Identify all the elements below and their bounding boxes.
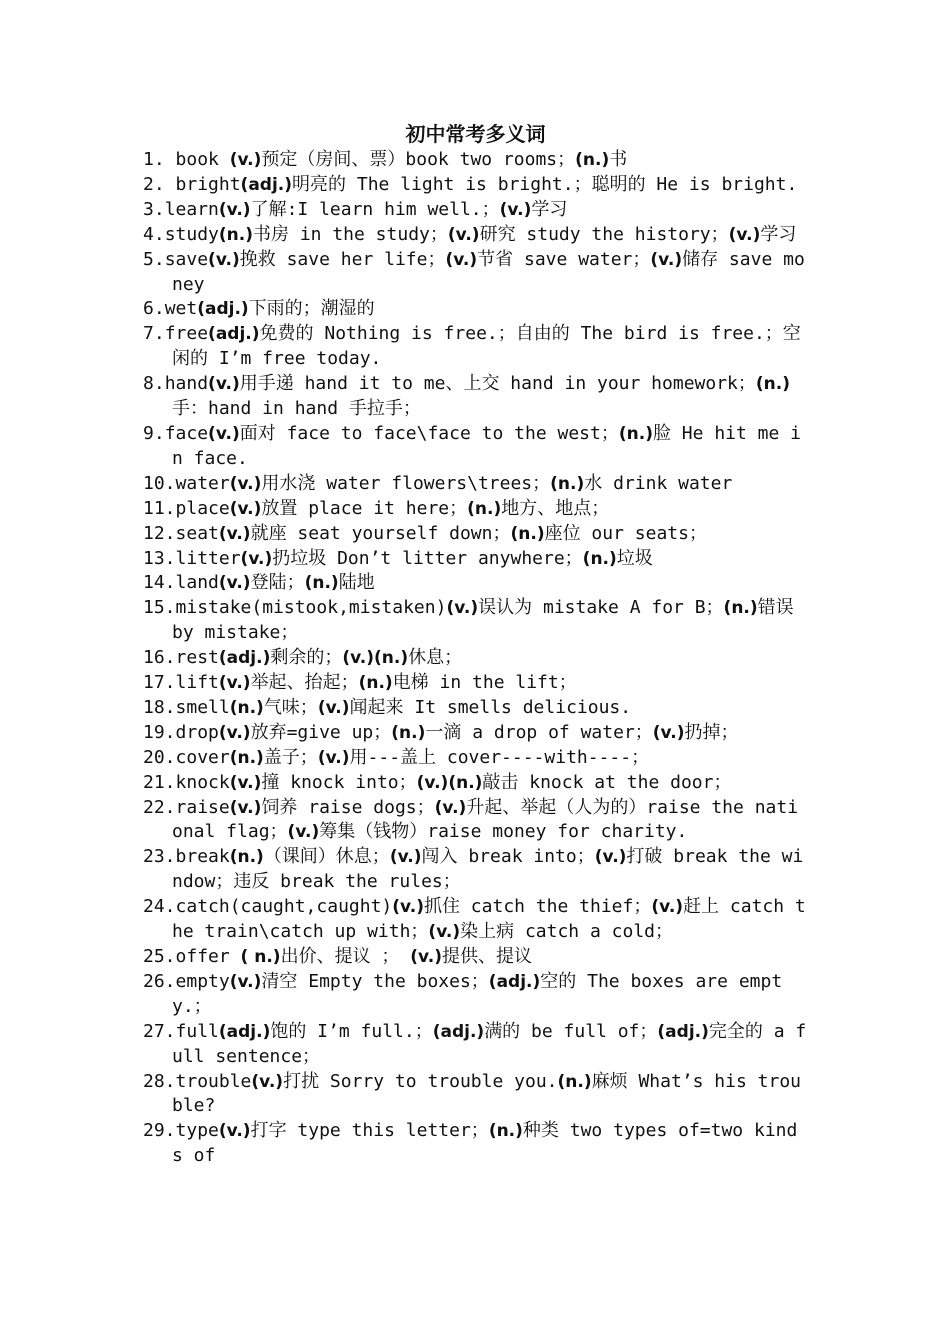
list-item (143, 497, 808, 522)
part-of-speech: (v.) (229, 150, 262, 170)
part-of-speech: (v.) (218, 722, 251, 743)
item-number: 28. (143, 1070, 176, 1092)
list-item (143, 223, 808, 248)
part-of-speech: (v.) (229, 473, 262, 494)
entry-text: offer (175, 946, 241, 967)
entry-text: hand (164, 373, 209, 395)
item-number: 20. (143, 746, 176, 768)
item-number: 13. (143, 547, 176, 569)
item-number: 21. (143, 771, 176, 793)
entry-text: 扔掉； (684, 721, 739, 743)
entry-text: rest (175, 647, 219, 669)
part-of-speech: (n.) (467, 498, 502, 519)
entry-text: water (175, 472, 230, 494)
entry-text: 敲击 knock at the door； (482, 771, 732, 793)
entry-text: 免费的 Nothing is free.；自由的 The bird is free.；空闲的 I’m free today. (172, 323, 801, 370)
entry-text: 赶上 catch the train\catch up with； (172, 896, 806, 943)
list-item (143, 148, 808, 173)
part-of-speech: (v.) (392, 897, 424, 918)
part-of-speech: (v.) (229, 971, 262, 992)
part-of-speech: (v.) (652, 722, 685, 743)
entry-text: 空的 The boxes are empty.； (172, 970, 783, 1017)
entry-text: 打字 type this letter； (250, 1120, 489, 1142)
part-of-speech: (adj.) (218, 648, 271, 669)
part-of-speech: (v.) (317, 697, 350, 718)
entry-text: 举起、抬起； (250, 672, 359, 694)
item-number: 27. (143, 1020, 176, 1042)
item-number: 4. (143, 223, 165, 245)
part-of-speech: (v.) (650, 249, 683, 270)
part-of-speech: (v.) (208, 374, 240, 395)
entry-text: 错误 by mistake； (172, 597, 794, 644)
list-item (143, 696, 808, 721)
entry-text: 剩余的； (270, 647, 343, 669)
entry-text: 书房 in the study； (252, 223, 448, 245)
entry-text: 放弃=give up； (250, 721, 392, 743)
part-of-speech: (v.) (728, 224, 761, 245)
item-number: 26. (143, 970, 176, 992)
list-item (143, 472, 808, 497)
entry-text: 垃圾 (616, 547, 653, 569)
entry-text: seat (175, 522, 219, 544)
entry-text: 陆地 (338, 572, 375, 594)
item-number: 12. (143, 522, 176, 544)
item-number: 5. (143, 248, 165, 270)
part-of-speech: (v.) (218, 1121, 251, 1142)
part-of-speech: (n.) (488, 1121, 523, 1142)
list-item (143, 671, 808, 696)
entry-text: 休息； (408, 647, 463, 669)
list-item (143, 322, 808, 372)
item-number: 9. (143, 422, 165, 444)
item-number: 19. (143, 721, 176, 743)
entry-text: 放置 place it here； (261, 497, 468, 519)
entry-text: break (175, 846, 230, 868)
entry-text: book (164, 149, 230, 170)
item-number: 6. (143, 298, 165, 320)
part-of-speech: (v.) (218, 673, 251, 694)
entry-text: 挽救 save her life； (239, 248, 446, 270)
part-of-speech: (n.) (218, 224, 253, 245)
part-of-speech: (v.) (445, 249, 478, 270)
part-of-speech: ( n.) (240, 947, 281, 967)
part-of-speech: (adj.) (208, 324, 260, 345)
entry-text: 饲养 raise dogs； (261, 796, 435, 818)
list-item (143, 522, 808, 547)
entry-text: 手：hand in hand 手拉手； (172, 398, 421, 420)
item-number: 15. (143, 597, 176, 619)
item-number: 2. (143, 173, 165, 195)
entry-text: land (175, 572, 219, 594)
entry-text: 水 drink water (584, 472, 733, 494)
entry-text: 节省 save water； (477, 248, 651, 270)
item-number: 1. (143, 149, 165, 170)
list-item (143, 746, 808, 771)
part-of-speech: (v.) (240, 548, 273, 569)
entry-text: raise (175, 796, 230, 818)
entry-text: （课间）休息； (263, 846, 390, 868)
entry-text: 用手递 hand it to me、上交 hand in your homework； (239, 373, 756, 395)
entry-text: 研究 study the history； (479, 223, 729, 245)
part-of-speech: (v.) (317, 747, 350, 768)
item-number: 18. (143, 696, 176, 718)
entry-text: 麻烦 What’s his trouble? (172, 1070, 801, 1117)
part-of-speech: (n.) (510, 523, 545, 544)
part-of-speech: (n.) (557, 1071, 592, 1092)
item-number: 23. (143, 846, 176, 868)
part-of-speech: (v.) (208, 249, 240, 270)
part-of-speech: (n.) (755, 374, 790, 395)
part-of-speech: (v.) (208, 423, 240, 444)
entry-text: 清空 Empty the boxes； (261, 970, 489, 992)
entry-text: 下雨的；潮湿的 (248, 298, 375, 320)
entry-text: 了解:I learn him well.； (250, 198, 500, 220)
entry-text: catch(caught,caught) (175, 896, 393, 918)
entry-text: trouble (175, 1070, 252, 1092)
entry-text: 饱的 I’m full.； (270, 1020, 433, 1042)
entry-text: 染上病 catch a cold； (460, 921, 674, 943)
item-number: 24. (143, 896, 176, 918)
list-item (143, 970, 808, 1020)
part-of-speech: (v.) (218, 199, 251, 220)
entry-text: 座位 our seats； (544, 522, 707, 544)
entry-text: 学习 (531, 198, 568, 220)
part-of-speech: (v.) (389, 847, 422, 868)
part-of-speech: (n.) (575, 150, 610, 170)
entry-text: 筹集（钱物）raise money for charity. (319, 821, 688, 843)
list-item (143, 198, 808, 223)
entry-text: litter (175, 547, 241, 569)
entry-text: 一滴 a drop of water； (425, 721, 653, 743)
item-number: 10. (143, 472, 176, 494)
part-of-speech: (adj.) (218, 1021, 271, 1042)
entry-text: 闯入 break into； (421, 846, 595, 868)
list-item (143, 796, 808, 846)
item-number: 7. (143, 323, 165, 345)
part-of-speech: (v.) (218, 573, 251, 594)
entry-text: 升起、举起（人为的）raise the national flag； (172, 796, 799, 843)
document-page (143, 118, 808, 1169)
part-of-speech: (v.) (229, 772, 262, 793)
item-number: 3. (143, 198, 165, 220)
vocabulary-list (143, 148, 808, 1169)
part-of-speech: (v.) (410, 947, 442, 967)
entry-text: full (175, 1020, 219, 1042)
item-number: 8. (143, 373, 165, 395)
list-item (143, 571, 808, 596)
part-of-speech: (n.) (723, 598, 758, 619)
entry-text: 用水浇 water flowers\trees； (261, 472, 551, 494)
part-of-speech: (v.) (229, 498, 262, 519)
entry-text: 脸 He hit me in face. (172, 422, 802, 469)
item-number: 29. (143, 1120, 176, 1142)
entry-text: 面对 face to face\face to the west； (239, 422, 619, 444)
list-item (143, 1020, 808, 1070)
list-item (143, 945, 808, 970)
part-of-speech: (n.) (582, 548, 617, 569)
part-of-speech: (n.) (229, 747, 264, 768)
entry-text: 完全的 a full sentence； (172, 1020, 807, 1067)
list-item (143, 596, 808, 646)
entry-text: 就座 seat yourself down； (250, 522, 511, 544)
part-of-speech: (adj.) (657, 1021, 709, 1042)
item-number: 17. (143, 672, 176, 694)
list-item (143, 721, 808, 746)
entry-text: 盖子； (263, 746, 318, 768)
list-item (143, 297, 808, 322)
part-of-speech: (v.) (434, 797, 467, 818)
part-of-speech: (adj.) (488, 971, 541, 992)
item-number: 22. (143, 796, 176, 818)
part-of-speech: (v.) (251, 1071, 284, 1092)
entry-text: study (164, 223, 219, 245)
entry-text: 气味； (263, 696, 318, 718)
entry-text: 预定（房间、票）book two rooms； (261, 149, 576, 170)
part-of-speech: (adj.) (240, 174, 293, 195)
part-of-speech: (v.) (218, 523, 251, 544)
entry-text: 书 (609, 149, 628, 170)
entry-text: 抓住 catch the thief； (423, 896, 652, 918)
part-of-speech: (n.) (304, 573, 339, 594)
list-item (143, 547, 808, 572)
part-of-speech: (v.) (229, 797, 262, 818)
list-item (143, 1119, 808, 1169)
entry-text: free (164, 323, 209, 345)
list-item (143, 248, 808, 298)
entry-text: learn (164, 198, 219, 220)
part-of-speech: (n.) (229, 847, 264, 868)
entry-text: 种类 two types of=two kinds of (172, 1120, 798, 1167)
part-of-speech: (v.) (447, 224, 480, 245)
part-of-speech: (v.) (594, 847, 627, 868)
list-item (143, 422, 808, 472)
entry-text: bright (164, 173, 241, 195)
entry-text: 提供、提议 (441, 946, 532, 967)
entry-text: 打扰 Sorry to trouble you. (283, 1070, 558, 1092)
entry-text: 登陆； (250, 572, 305, 594)
list-item (143, 845, 808, 895)
list-item (143, 771, 808, 796)
list-item (143, 173, 808, 198)
item-number: 25. (143, 946, 176, 967)
entry-text: 满的 be full of； (484, 1020, 658, 1042)
entry-text: lift (175, 672, 219, 694)
entry-text: drop (175, 721, 219, 743)
entry-text: mistake(mistook,mistaken) (175, 597, 447, 619)
entry-text: 打破 break the window；违反 break the rules； (172, 846, 804, 893)
list-item (143, 646, 808, 671)
part-of-speech: (v.) (651, 897, 684, 918)
entry-text: 用---盖上 cover----with----； (349, 746, 650, 768)
list-item (143, 372, 808, 422)
list-item (143, 895, 808, 945)
entry-text: type (175, 1120, 219, 1142)
entry-text: face (164, 422, 209, 444)
entry-text: 撞 knock into； (261, 771, 417, 793)
entry-text: smell (175, 696, 230, 718)
part-of-speech: (adj.) (197, 299, 249, 320)
item-number: 14. (143, 572, 176, 594)
part-of-speech: (n.) (550, 473, 585, 494)
part-of-speech: (n.) (229, 697, 264, 718)
part-of-speech: (v.) (499, 199, 532, 220)
part-of-speech: (n.) (391, 722, 426, 743)
item-number: 16. (143, 647, 176, 669)
item-number: 11. (143, 497, 176, 519)
part-of-speech: (n.) (358, 673, 393, 694)
document-title: 初中常考多义词 (405, 122, 546, 146)
entry-text: 地方、地点； (501, 497, 610, 519)
part-of-speech: (v.)(n.) (342, 648, 409, 669)
part-of-speech: (v.) (446, 598, 479, 619)
entry-text: wet (164, 298, 198, 320)
part-of-speech: (adj.) (432, 1021, 485, 1042)
entry-text: 误认为 mistake A for B； (478, 597, 724, 619)
entry-text: 明亮的 The light is bright.；聪明的 He is bright. (292, 173, 798, 195)
entry-text: 出价、提议 ； (280, 946, 411, 967)
entry-text: place (175, 497, 230, 519)
entry-text: 储存 save money (172, 248, 805, 295)
entry-text: 闻起来 It smells delicious. (349, 696, 632, 718)
part-of-speech: (v.) (287, 822, 320, 843)
entry-text: 扔垃圾 Don’t litter anywhere； (272, 547, 583, 569)
entry-text: save (164, 248, 209, 270)
entry-text: 学习 (760, 223, 797, 245)
entry-text: 电梯 in the lift； (392, 672, 577, 694)
part-of-speech: (v.) (428, 922, 461, 943)
entry-text: empty (175, 970, 230, 992)
list-item (143, 1070, 808, 1120)
entry-text: cover (175, 746, 230, 768)
part-of-speech: (v.)(n.) (416, 772, 483, 793)
part-of-speech: (n.) (618, 423, 653, 444)
entry-text: knock (175, 771, 230, 793)
